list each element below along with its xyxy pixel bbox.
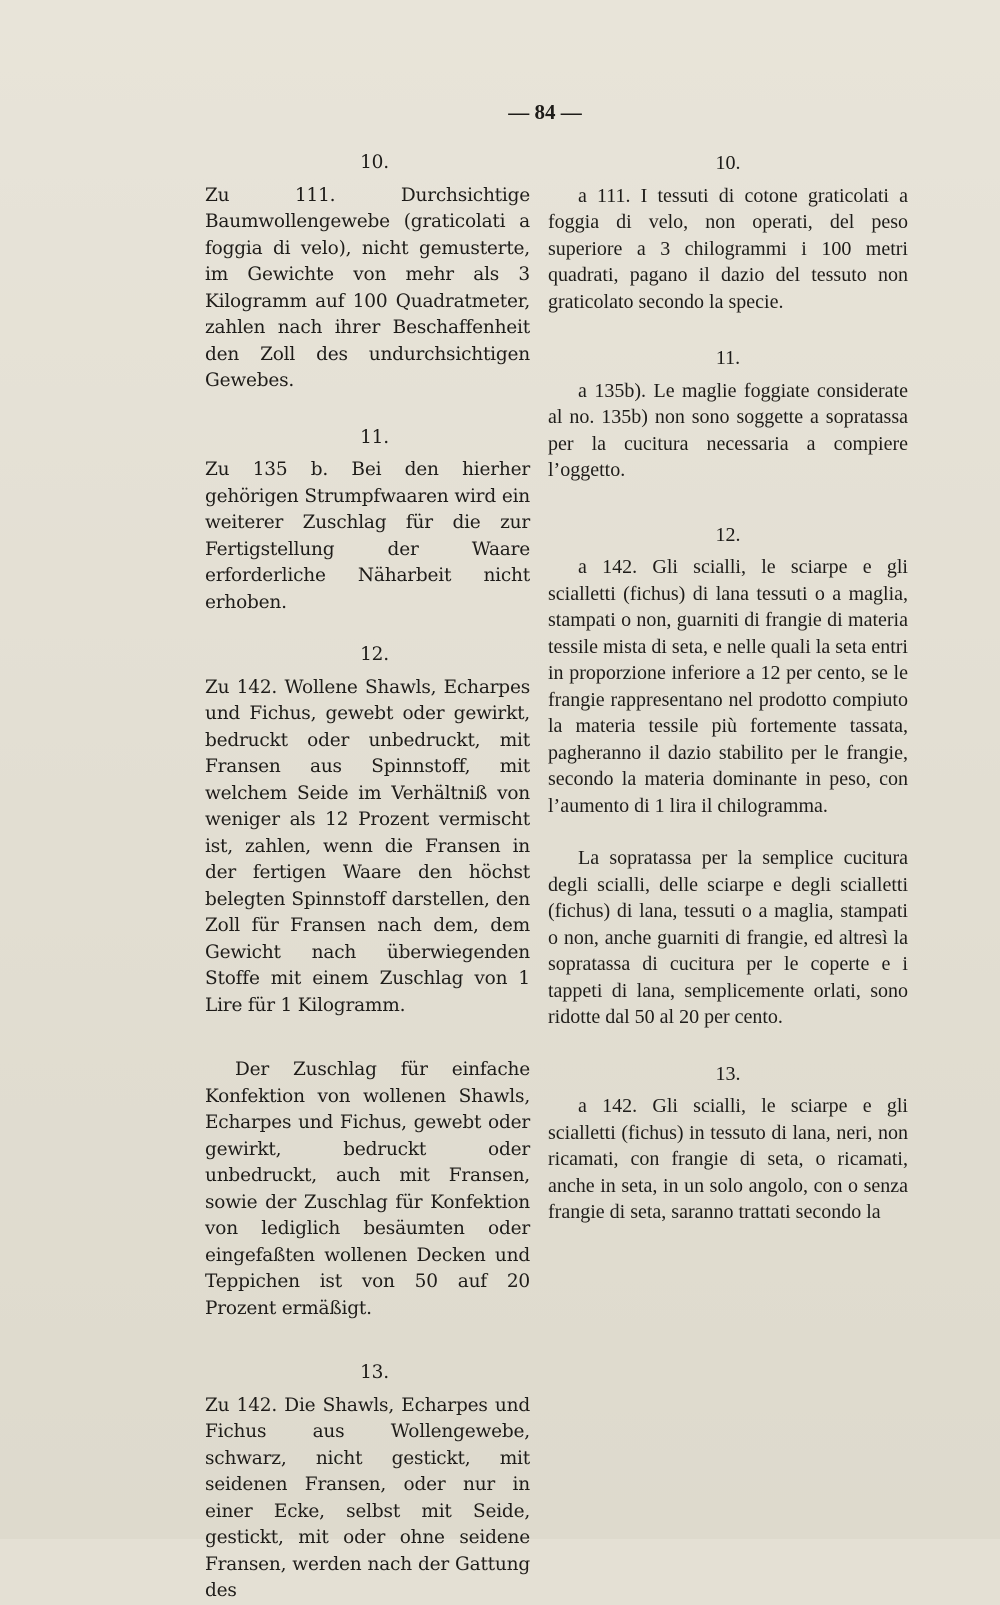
italian-section-11-text: a 135b). Le maglie foggiate considerate al no. 135b) non sono soggette a sopratassa per la cucitura necessaria a compiere l’oggetto.	[548, 379, 908, 481]
german-column	[205, 150, 530, 1605]
german-section-10-text: Zu 111. Durchsichtige Baumwollengewebe (graticolati a foggia di velo), nicht gemusterte, im Gewichte von mehr als 3 Kilogramm auf 100 Quadratmeter, zahlen nach ihrer Beschaffenheit den Zoll des undurchsichtigen Gewebes.	[205, 184, 530, 391]
italian-section-10-number: 10.	[715, 152, 741, 174]
german-section-11-text: Zu 135 b. Bei den hierher gehörigen Strumpfwaaren wird ein weiterer Zuschlag für die zur Fertigstellung der Waare erforderliche Näharbeit nicht erhoben.	[205, 459, 530, 613]
german-section-12-number: 12.	[360, 644, 389, 665]
italian-column	[548, 150, 908, 1226]
italian-section-12-text-2: La sopratassa per la semplice cucitura degli scialli, delle sciarpe e degli scialletti (fichus) di lana, tessuti o a maglia, stampati o non, anche guarniti di frangie, ed altresì la sopratassa di cucitura per le coperte e i tappeti di lana, semplicemente orlati, sono ridotte dal 50 al 20 per cento.	[548, 847, 908, 1028]
italian-section-10-text: a 111. I tessuti di cotone graticolati a foggia di velo, non operati, del peso superiore a 3 chilogrammi i 100 metri quadrati, pagano il dazio del tessuto non graticolato secondo la specie.	[548, 184, 908, 313]
german-section-12-text-2: Der Zuschlag für einfache Konfektion von wollenen Shawls, Echarpes und Fichus, gewebt oder gewirkt, bedruckt oder unbedruckt, auch mit Fransen, sowie der Zuschlag für Konfektion von lediglich besäumten oder eingefaßten wollenen Decken und Teppichen ist von 50 auf 20 Prozent ermäßigt.	[205, 1059, 530, 1319]
italian-section-11-number: 11.	[715, 347, 741, 369]
german-section-13-number: 13.	[360, 1362, 389, 1383]
german-section-12-text-1: Zu 142. Wollene Shawls, Echarpes und Fichus, gewebt oder gewirkt, bedruckt oder unbedruckt, mit Fransen aus Spinnstoff, mit welchem Seide im Verhältniß von weniger als 12 Prozent vermischt ist, zahlen, wenn die Fransen in der fertigen Waare den höchst belegten Spinnstoff darstellen, den Zoll für Fransen nach dem, dem Gewicht nach überwiegenden Stoffe mit einem Zuschlag von 1 Lire für 1 Kilogramm.	[205, 676, 530, 1016]
page-number: — 84 —	[508, 100, 582, 124]
italian-section-12-text-1: a 142. Gli scialli, le sciarpe e gli scialletti (fichus) di lana tessuti o a maglia, stampati o non, guarniti di frangie di materia tessile mista di seta, e nelle quali la seta entri in proporzione inferiore a 12 per cento, se le frangie rappresentano nel prodotto compiuto la materia tessile più fortemente tassata, pagheranno il dazio stabilito per le frangie, secondo la materia dominante in peso, con l’aumento di 1 lira il chilogramma.	[548, 556, 908, 817]
german-section-10-number: 10.	[360, 152, 389, 173]
german-section-13-text: Zu 142. Die Shawls, Echarpes und Fichus aus Wollengewebe, schwarz, nicht gestickt, mit seidenen Fransen, oder nur in einer Ecke, selbst mit Seide, gestickt, mit oder ohne seidene Fransen, werden nach der Gattung des	[205, 1394, 530, 1601]
german-section-11-number: 11.	[360, 426, 389, 448]
italian-section-12-number: 12.	[715, 523, 741, 546]
italian-section-13-number: 13.	[715, 1062, 741, 1085]
italian-section-13-text: a 142. Gli scialli, le sciarpe e gli scialletti (fichus) in tessuto di lana, neri, non ricamati, con frangie di seta, o ricamati, anche in seta, in un solo angolo, con o senza frangie di seta, saranno trattati secondo la	[548, 1095, 908, 1223]
